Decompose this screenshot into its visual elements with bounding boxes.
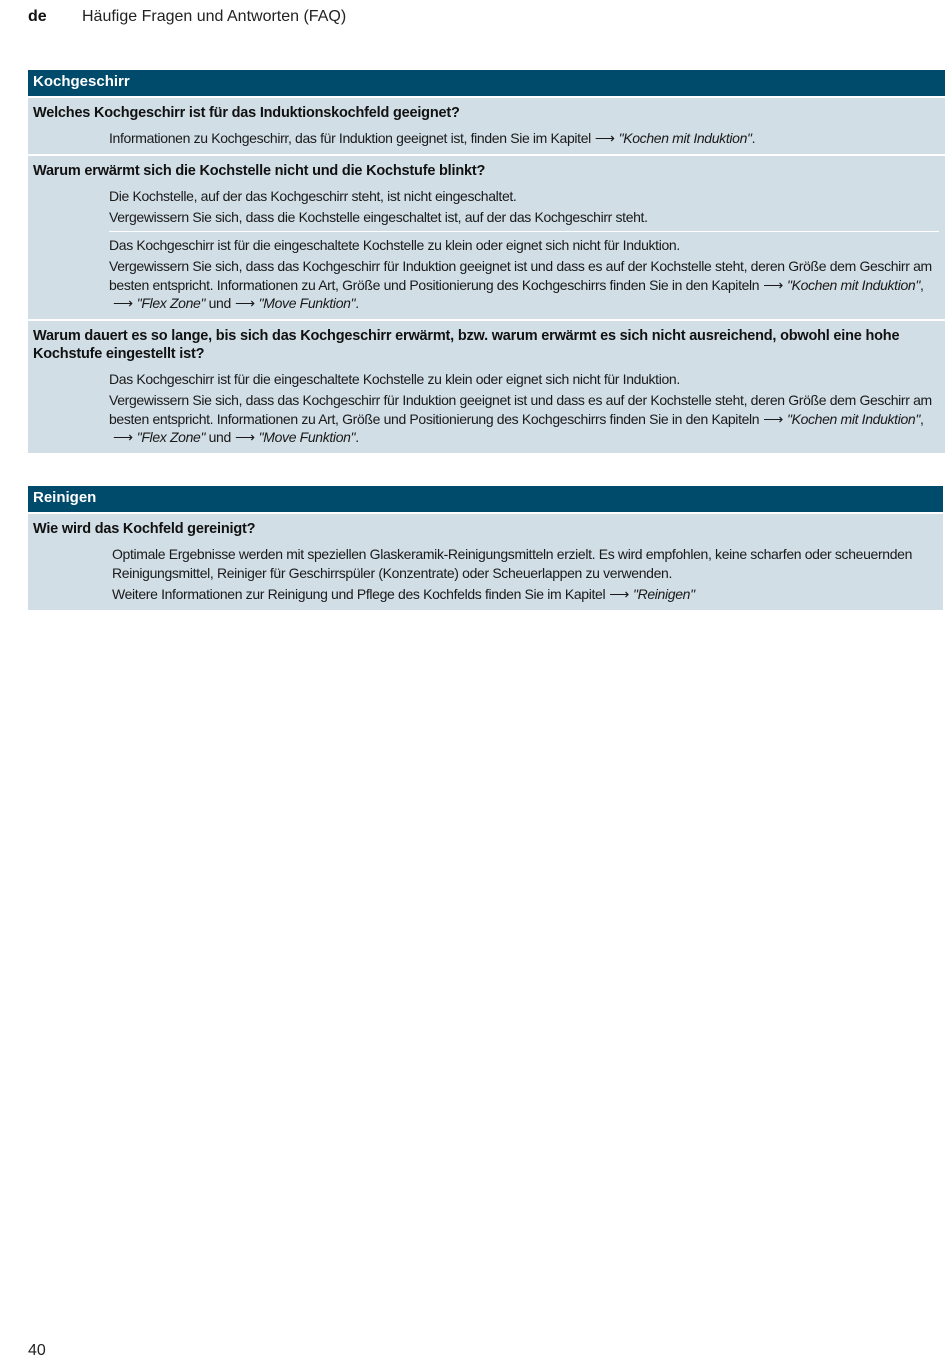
punctuation: . [751, 130, 756, 146]
page-title: Häufige Fragen und Antworten (FAQ) [82, 8, 347, 25]
conjunction: und [208, 295, 231, 311]
arrow-right-icon: ⟶ [234, 295, 255, 311]
answer-text: Informationen zu Kochgeschirr, das für Induktion geeignet ist, finden Sie im Kapitel [109, 130, 591, 146]
punctuation: . [355, 429, 359, 445]
chapter-reference[interactable]: "Move Funktion" [258, 429, 356, 445]
language-code: de [28, 8, 47, 25]
arrow-right-icon: ⟶ [594, 130, 615, 146]
punctuation: , [919, 410, 924, 427]
page-number: 40 [28, 1342, 46, 1359]
section-header: Reinigen [28, 486, 943, 514]
arrow-right-icon: ⟶ [234, 429, 255, 445]
section-reinigen [28, 486, 943, 610]
chapter-reference[interactable]: "Flex Zone" [136, 295, 206, 311]
faq-question: Warum erwärmt sich die Kochstelle nicht und die Kochstufe blinkt? [33, 162, 486, 179]
answer-body: Weitere Informationen zur Reinigung und Pflege des Kochfelds finden Sie im Kapitel [112, 586, 606, 602]
chapter-reference[interactable]: "Flex Zone" [136, 429, 206, 445]
arrow-right-icon: ⟶ [763, 410, 783, 427]
remedy-body: Vergewissern Sie sich, dass das Kochgeschirr für Induktion geeignet ist und dass es auf der Kochstelle steht, deren Größe dem Geschirr am besten entspricht. Informationen zu Art, Größe und Positionierung des Kochgeschirrs finden Sie in den Kapiteln [109, 392, 932, 427]
faq-question: Welches Kochgeschirr ist für das Induktionskochfeld geeignet? [33, 105, 460, 121]
cause-remedy-pair [109, 367, 939, 449]
section-kochgeschirr [28, 70, 945, 453]
arrow-right-icon: ⟶ [113, 295, 133, 311]
chapter-reference[interactable]: "Kochen mit Induktion" [786, 410, 920, 427]
arrow-right-icon: ⟶ [763, 276, 783, 293]
conjunction: und [208, 429, 231, 445]
faq-item [28, 321, 945, 453]
faq-item [28, 156, 945, 321]
remedy-text: Vergewissern Sie sich, dass die Kochstelle eingeschaltet ist, auf der das Kochgeschirr steht. [109, 209, 648, 225]
remedy-body: Vergewissern Sie sich, dass das Kochgeschirr für Induktion geeignet ist und dass es auf der Kochstelle steht, deren Größe dem Geschirr am besten entspricht. Informationen zu Art, Größe und Positionierung des Kochgeschirrs finden Sie in den Kapiteln [109, 258, 932, 293]
faq-answer [109, 126, 939, 150]
faq-question: Warum dauert es so lange, bis sich das Kochgeschirr erwärmt, bzw. warum erwärmt es sich nicht ausreichend, obwohl eine hohe Kochstufe eingestellt ist? [33, 327, 900, 362]
faq-answer [112, 542, 937, 606]
section-header: Kochgeschirr [28, 70, 945, 98]
chapter-reference[interactable]: "Kochen mit Induktion" [786, 276, 920, 293]
cause-text: Die Kochstelle, auf der das Kochgeschirr steht, ist nicht eingeschaltet. [109, 187, 517, 204]
answer-text: Optimale Ergebnisse werden mit speziellen Glaskeramik-Reinigungsmitteln erzielt. Es wird empfohlen, keine scharfen oder scheuernden Reinigungsmittel, Reiniger für Geschirrspüler (Konzentrate) oder Scheuerlappen zu verwenden. [112, 546, 913, 581]
cause-text: Das Kochgeschirr ist für die eingeschaltete Kochstelle zu klein oder eignet sich nicht für Induktion. [109, 370, 680, 387]
punctuation: , [919, 276, 924, 293]
arrow-right-icon: ⟶ [113, 429, 133, 445]
faq-item [28, 514, 943, 610]
remedy-text [109, 391, 939, 447]
answer-text [112, 585, 937, 604]
punctuation: . [355, 295, 359, 311]
cause-text: Das Kochgeschirr ist für die eingeschaltete Kochstelle zu klein oder eignet sich nicht für Induktion. [109, 236, 680, 253]
cause-remedy-pair [109, 231, 939, 315]
faq-item [28, 98, 945, 156]
chapter-reference[interactable]: "Kochen mit Induktion" [618, 130, 752, 146]
chapter-reference[interactable]: "Reinigen" [632, 586, 695, 602]
chapter-reference[interactable]: "Move Funktion" [258, 295, 356, 311]
remedy-text [109, 257, 939, 313]
faq-question: Wie wird das Kochfeld gereinigt? [33, 521, 256, 537]
cause-remedy-pair [109, 184, 939, 229]
page-header [28, 8, 930, 30]
arrow-right-icon: ⟶ [609, 586, 629, 602]
